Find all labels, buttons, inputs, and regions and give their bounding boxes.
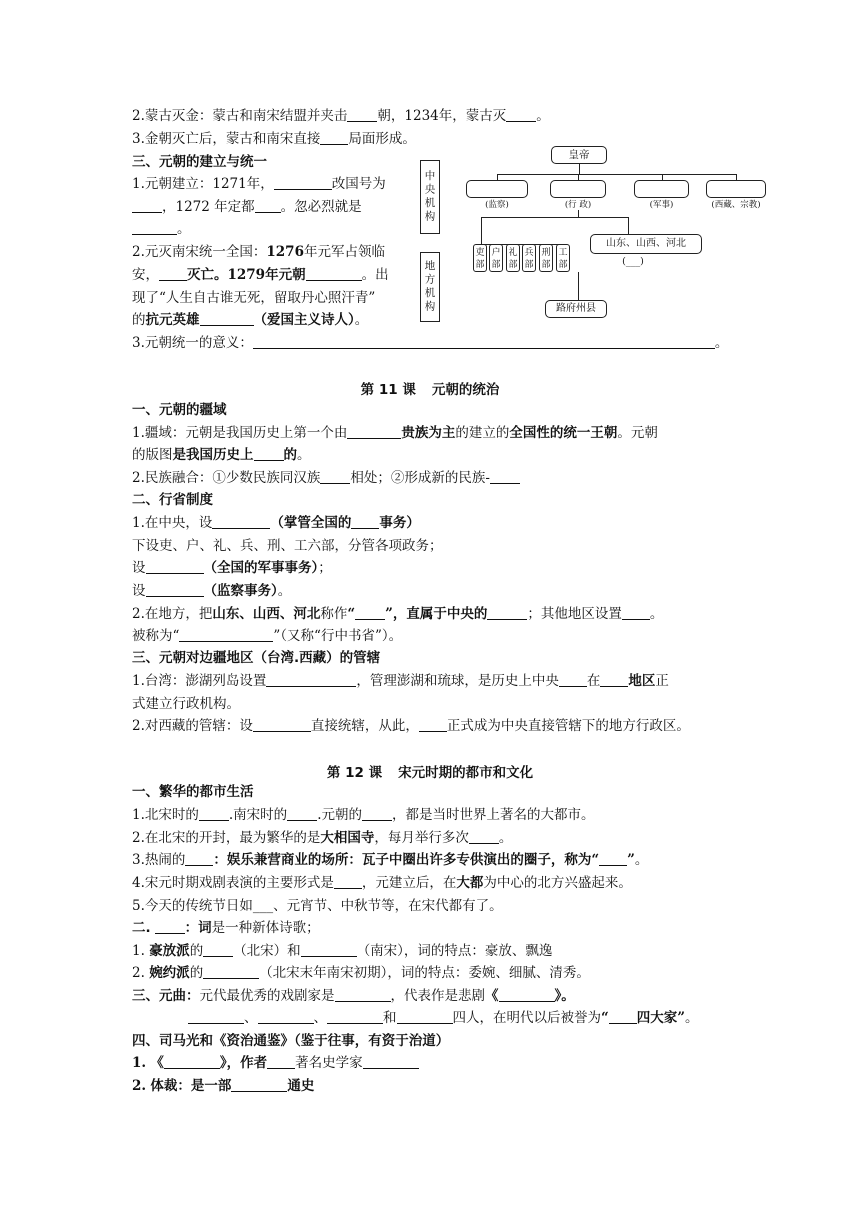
line-local-2: 被称为“ ”（又称“行中书省”）。: [132, 628, 403, 644]
line-cities-4: 4.宋元时期戏剧表演的主要形式是 ，元建立后，在大都为中心的北方兴盛起来。: [132, 875, 632, 891]
line-central-2: 下设吏、户、礼、兵、刑、工六部，分管各项政务；: [132, 538, 443, 554]
line-local-1: 2.在地方，把山东、山西、河北称作“ ”，直属于中央的 ；其他地区设置 。: [132, 606, 664, 622]
line-unify-2: 安， 灭亡。1279年元朝 。出: [132, 267, 389, 283]
heading-zizhitongjian: 四、司马光和《资治通鉴》（鉴于往事，有资于治道）: [132, 1033, 450, 1049]
lesson-11-title: 第 11 课 元朝的统治: [360, 382, 500, 398]
line-mongol-jin: 2.蒙古灭金：蒙古和南宋结盟并夹击 朝，1234年，蒙古灭 。: [132, 108, 550, 124]
line-zizhi-2: 2. 体裁：是一部 通史: [132, 1078, 315, 1094]
xizang-caption: (西藏、宗教): [711, 200, 761, 210]
provinces-box: 山东、山西、河北: [590, 234, 702, 254]
line-cities-5: 5.今天的传统节日如___、元宵节、中秋节等，在宋代都有了。: [132, 898, 503, 914]
libu-box: 吏部: [473, 244, 487, 272]
line-central-3: 设 （全国的军事事务）；: [132, 560, 332, 576]
local-label: 地方机构: [420, 252, 440, 322]
line-central-1: 1.在中央，设 （掌管全国的 事务）: [132, 515, 420, 531]
bingbu-box: 兵部: [522, 244, 536, 272]
hubu-box: 户部: [489, 244, 503, 272]
line-tibet: 2.对西藏的管辖：设 直接统辖，从此， 正式成为中央直接管辖下的地方行政区。: [132, 718, 690, 734]
line-yuanqu-masters: 、 、 和 四人，在明代以后被誉为“ 四大家”。: [188, 1008, 699, 1028]
line-unify-4: 的抗元英雄 （爱国主义诗人）。: [132, 312, 369, 328]
line-unify-3: 现了“人生自古谁无死，留取丹心照汗青”: [132, 290, 376, 306]
line-territory-1: 1.疆域：元朝是我国历史上第一个由 贵族为主的建立的全国性的统一王朝。元朝: [132, 425, 658, 441]
heading-yuanqu: 三、元曲：元代最优秀的戏剧家是 ，代表作是悲剧《 》。: [132, 988, 575, 1004]
heading-city-life: 一、繁华的都市生活: [132, 784, 254, 800]
line-cities-2: 2.在北宋的开封，最为繁华的是大相国寺，每月举行多次 。: [132, 830, 513, 846]
line-taiwan-1: 1.台湾：澎湖列岛设置 ，管理澎湖和琉球，是历史上中央 在 地区正: [132, 673, 669, 689]
jiancha-caption: (监察): [485, 200, 509, 210]
line-taiwan-2: 式建立行政机构。: [132, 696, 240, 712]
line-yuan-founding-1: 1.元朝建立：1271年， 改国号为: [132, 176, 386, 192]
line-yuan-founding-3: 。: [132, 219, 191, 239]
central-label: 中央机构: [420, 160, 440, 234]
junshi-box: [634, 180, 689, 198]
heading-border-regions: 三、元朝对边疆地区（台湾.西藏）的管辖: [132, 650, 381, 666]
jiancha-box: [466, 180, 528, 198]
emperor-box: 皇帝: [551, 146, 607, 164]
line-ethnic-fusion: 2.民族融合：①少数民族同汉族 相处；②形成新的民族-: [132, 468, 520, 488]
line-cities-3: 3.热闹的 ：娱乐兼营商业的场所：瓦子中圈出许多专供演出的圈子，称为“ ”。: [132, 852, 649, 868]
line-ci-2: 2. 婉约派的 （北宋末年南宋初期），词的特点：委婉、细腻、清秀。: [132, 965, 590, 981]
xizang-box: [706, 180, 766, 198]
xingzheng-caption: (行 政): [564, 200, 592, 210]
provinces-blank: (___): [622, 256, 644, 267]
line-jin-fall: 3.金朝灭亡后，蒙古和南宋直接 局面形成。: [132, 131, 416, 147]
libu2-box: 礼部: [506, 244, 520, 272]
gongbu-box: 工部: [556, 244, 570, 272]
line-territory-2: 的版图是我国历史上 的。: [132, 447, 311, 463]
xingzheng-box: [550, 180, 606, 198]
line-yuan-founding-2: ，1272 年定都 。忽必烈就是: [132, 197, 362, 217]
line-cities-1: 1.北宋时的 .南宋时的 .元朝的 ，都是当时世界上著名的大都市。: [132, 807, 595, 823]
junshi-caption: (军事): [649, 200, 674, 210]
lufu-box: 路府州县: [545, 300, 607, 318]
lesson-12-title: 第 12 课 宋元时期的都市和文化: [326, 765, 534, 781]
heading-ci: 二. ：词是一种新体诗歌；: [132, 920, 320, 936]
line-ci-1: 1. 豪放派的 （北宋）和 （南宋），词的特点：豪放、飘逸: [132, 943, 553, 959]
xingbu-box: 刑部: [539, 244, 553, 272]
line-unify-significance: 3.元朝统一的意义： 。: [132, 335, 729, 351]
heading-yuan-founding: 三、元朝的建立与统一: [132, 154, 267, 170]
heading-yuan-territory: 一、元朝的疆域: [132, 402, 227, 418]
line-unify-1: 2.元灭南宋统一全国：1276年元军占领临: [132, 244, 385, 260]
heading-province-system: 二、行省制度: [132, 492, 213, 508]
line-central-4: 设 （监察事务）。: [132, 583, 292, 599]
line-zizhi-1: 1. 《 》，作者 著名史学家: [132, 1053, 419, 1073]
